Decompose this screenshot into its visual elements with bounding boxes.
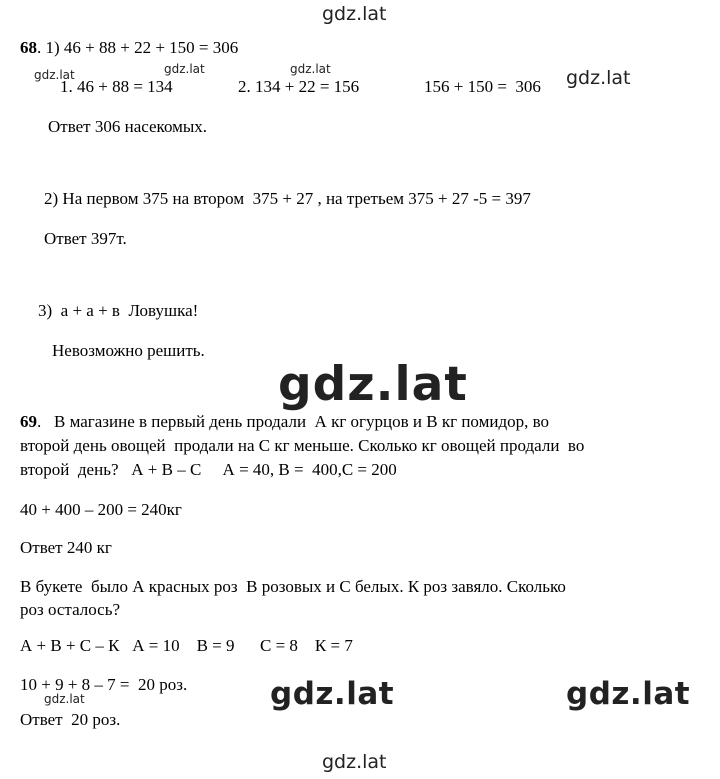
task69-calc2: 10 + 9 + 8 – 7 = 20 роз.: [20, 675, 188, 694]
watermark-inline-3: gdz.lat: [290, 62, 331, 76]
task68-step2: 2. 134 + 22 = 156: [238, 77, 360, 96]
task69-answer2: Ответ 20 роз.: [20, 710, 121, 729]
task69-calc1: 40 + 400 – 200 = 240кг: [20, 500, 182, 519]
task68-answer1: Ответ 306 насекомых.: [48, 117, 208, 136]
task69-answer1: Ответ 240 кг: [20, 538, 112, 557]
task68-step1: 1. 46 + 88 = 134: [60, 77, 173, 96]
watermark-inline-right: gdz.lat: [566, 67, 631, 89]
watermark-bottom-left-big: gdz.lat: [270, 676, 395, 712]
watermark-inline-2: gdz.lat: [164, 62, 205, 76]
task68-answer3: Невозможно решить.: [52, 341, 205, 360]
watermark-bottom-right-big: gdz.lat: [566, 676, 691, 712]
task69-number: 69: [20, 412, 37, 431]
task68-expression: . 1) 46 + 88 + 22 + 150 = 306: [37, 38, 239, 57]
task68-answer2: Ответ 397т.: [44, 229, 127, 248]
task68-line3: 3) а + а + в Ловушка!: [38, 301, 199, 320]
task68-step3: 156 + 150 = 306: [424, 77, 541, 96]
task68-line2: 2) На первом 375 на втором 375 + 27 , на третьем 375 + 27 -5 = 397: [44, 189, 531, 208]
task68-number: 68: [20, 38, 37, 57]
task69-text-line3: второй день? А + В – С А = 40, В = 400,С = 200: [20, 460, 397, 479]
watermark-center-big: gdz.lat: [278, 357, 468, 412]
task69-expression2: А + В + С – К А = 10 В = 9 С = 8 К = 7: [20, 636, 353, 655]
watermark-top: gdz.lat: [322, 3, 387, 25]
watermark-inline-1: gdz.lat: [34, 68, 75, 82]
watermark-under-10: gdz.lat: [44, 692, 85, 706]
task69-text-line2: второй день овощей продали на С кг меньше. Сколько кг овощей продали во: [20, 436, 585, 455]
task68-line1: [20, 38, 238, 58]
task69-text2-line1: В букете было А красных роз В розовых и С белых. К роз завяло. Сколько: [20, 577, 566, 596]
task69-text-1: . В магазине в первый день продали А кг огурцов и В кг помидор, во: [37, 412, 550, 431]
watermark-bottom: gdz.lat: [322, 751, 387, 773]
task69-text2-line2: роз осталось?: [20, 600, 121, 619]
task69-text-line1: [20, 412, 549, 432]
